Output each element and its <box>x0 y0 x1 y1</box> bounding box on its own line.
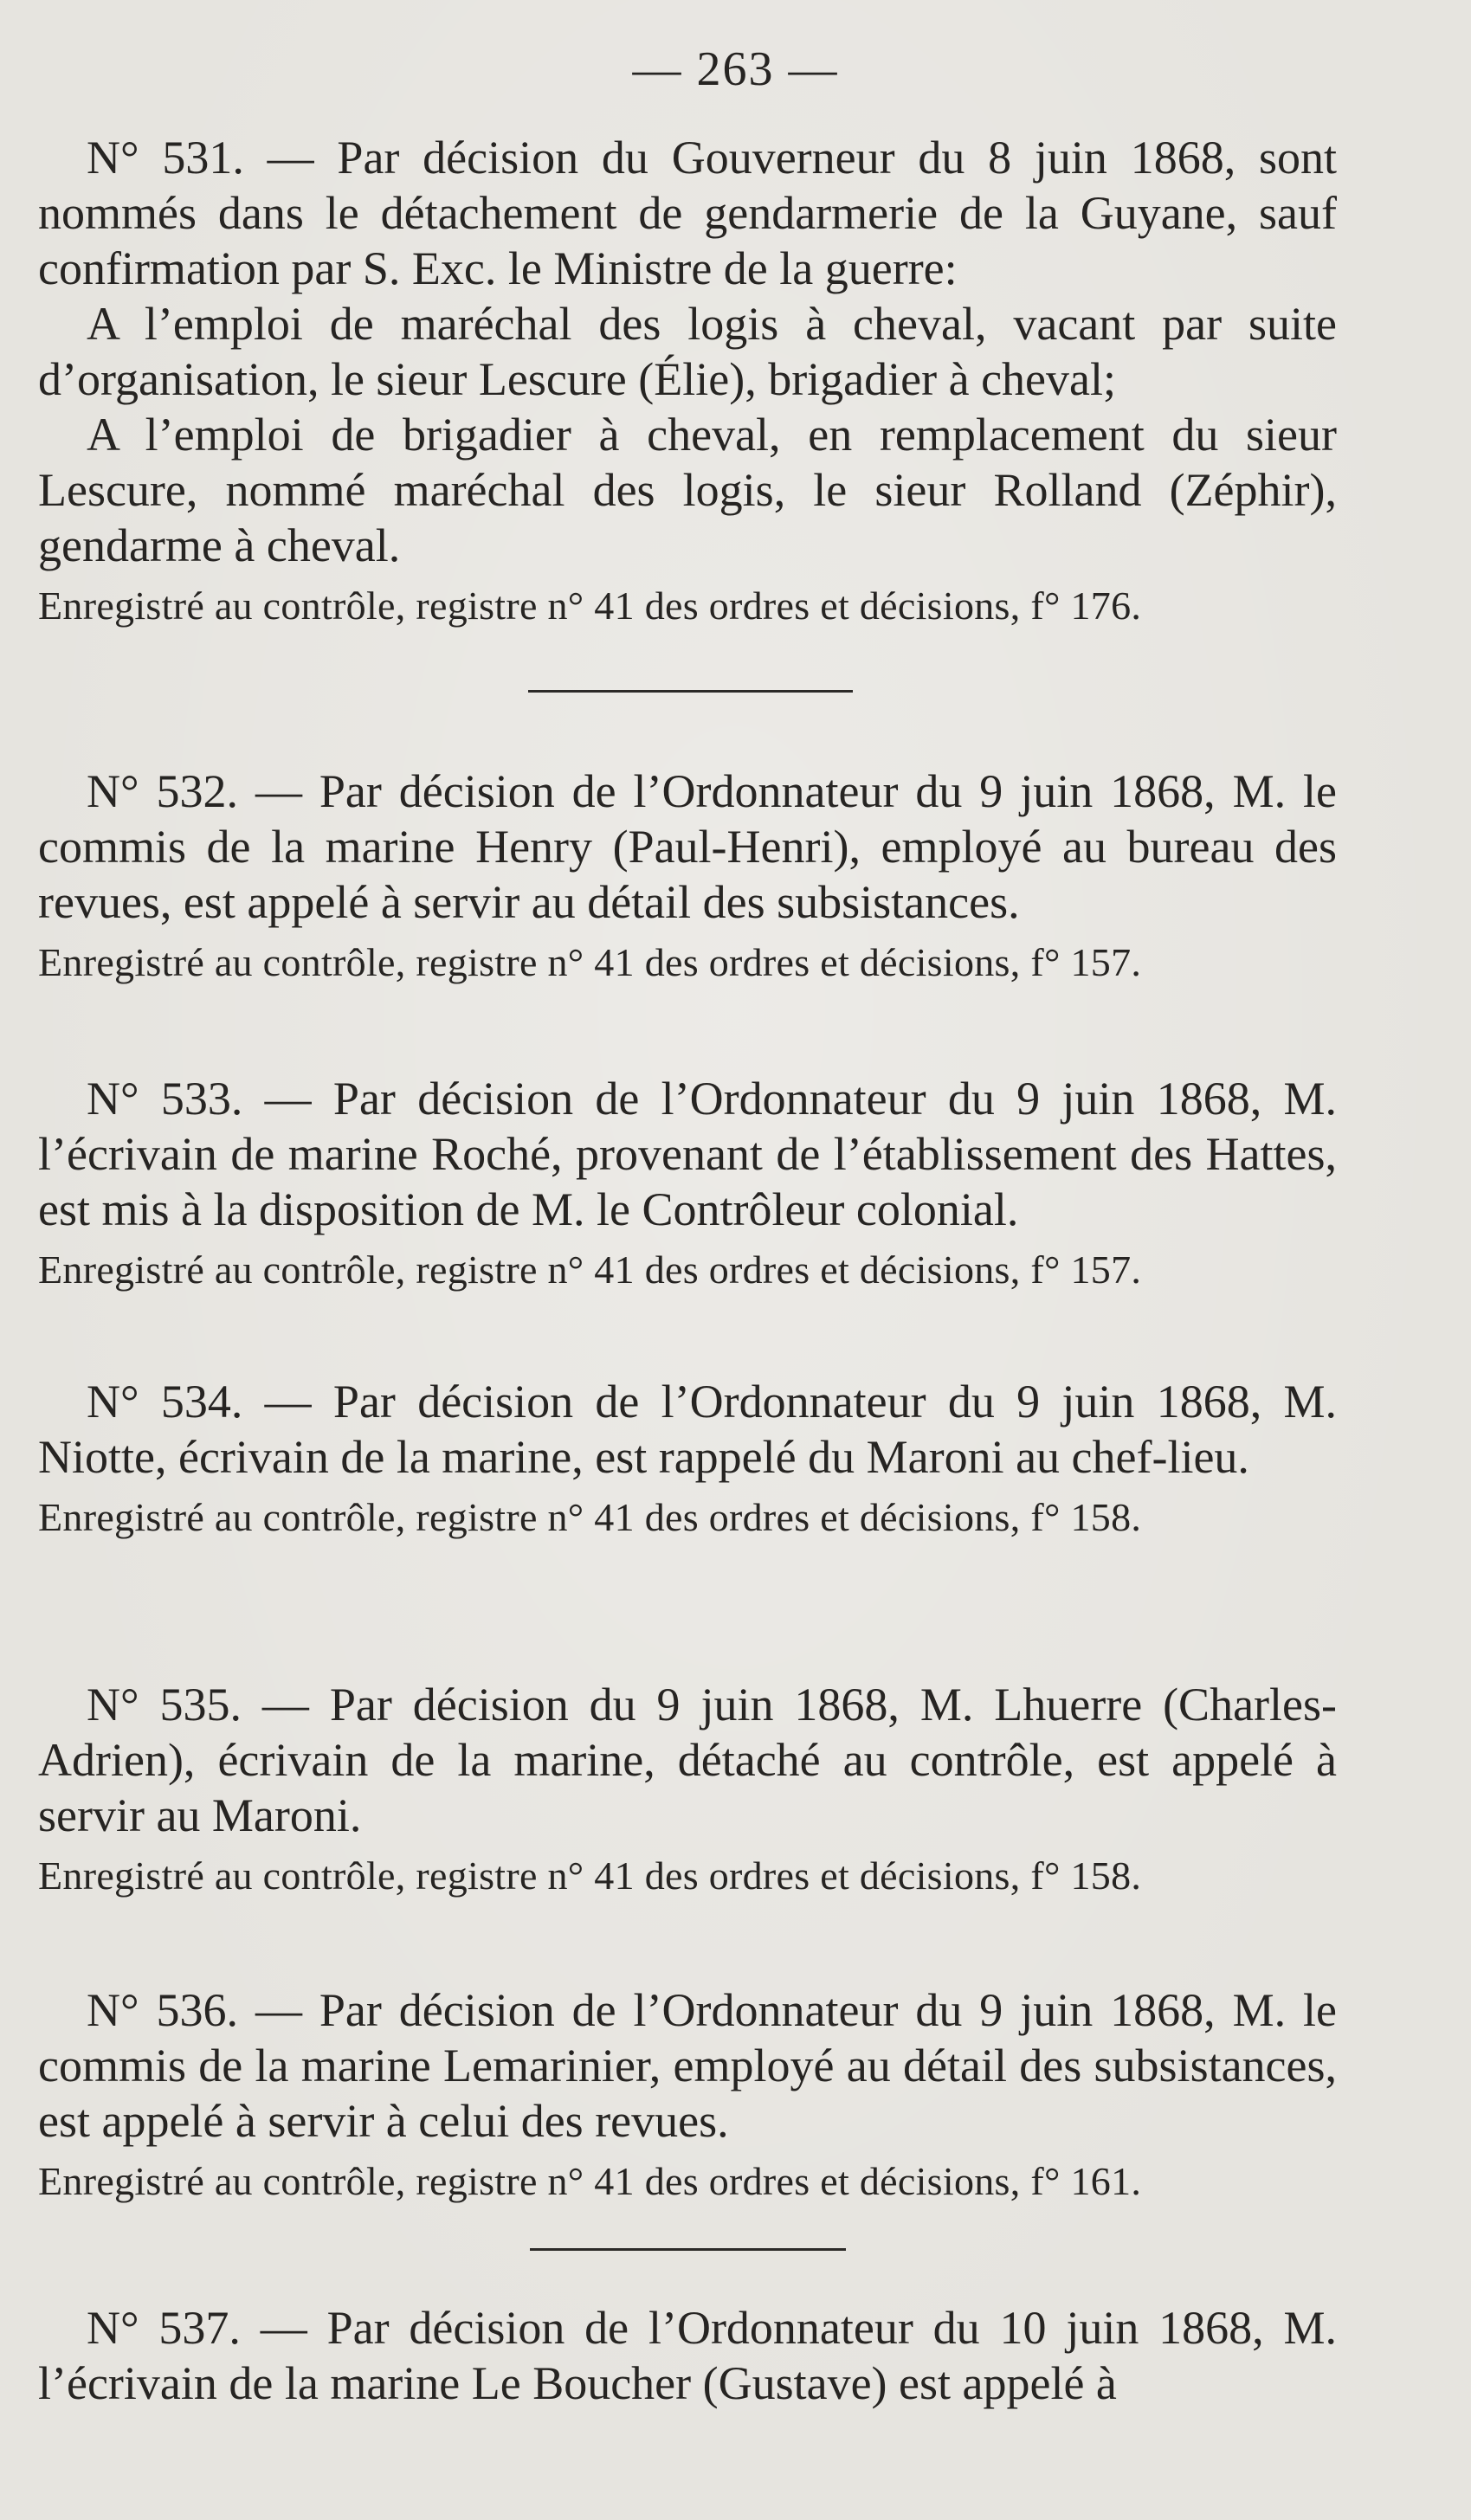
entry-paragraph: A l’emploi de brigadier à cheval, en remplacement du sieur Lescure, nommé maréchal des logis, le sieur Rolland (Zéphir), gendarme à cheval. <box>38 409 1337 571</box>
decision-entry-532 <box>38 764 1337 989</box>
entry-paragraph: A l’emploi de maréchal des logis à cheval, vacant par suite d’organisation, le sieur Lescure (Élie), brigadier à cheval; <box>38 298 1337 405</box>
entry-paragraph: N° 535. — Par décision du 9 juin 1868, M. Lhuerre (Charles-Adrien), écrivain de la marine, détaché au contrôle, est appelé à servir au Maroni. <box>38 1679 1337 1841</box>
register-note: Enregistré au contrôle, registre n° 41 des ordres et décisions, f° 176. <box>38 583 1142 628</box>
register-note: Enregistré au contrôle, registre n° 41 des ordres et décisions, f° 158. <box>38 1853 1142 1898</box>
decision-entry-531 <box>38 130 1337 632</box>
entry-paragraph: N° 532. — Par décision de l’Ordonnateur du 9 juin 1868, M. le commis de la marine Henry (Paul-Henri), employé au bureau des revues, est appelé à servir au détail des subsistances. <box>38 765 1337 928</box>
register-note: Enregistré au contrôle, registre n° 41 des ordres et décisions, f° 158. <box>38 1495 1142 1539</box>
decision-entry-537 <box>38 2300 1337 2411</box>
entry-paragraph: N° 536. — Par décision de l’Ordonnateur du 9 juin 1868, M. le commis de la marine Lemarinier, employé au détail des subsistances, est appelé à servir à celui des revues. <box>38 1984 1337 2147</box>
section-divider <box>530 2248 846 2251</box>
page-number: — 263 — <box>632 42 839 96</box>
decision-entry-534 <box>38 1374 1337 1544</box>
decision-entry-536 <box>38 1982 1337 2207</box>
entry-paragraph: N° 537. — Par décision de l’Ordonnateur du 10 juin 1868, M. l’écrivain de la marine Le Boucher (Gustave) est appelé à <box>38 2302 1337 2409</box>
section-divider <box>528 690 853 693</box>
register-note: Enregistré au contrôle, registre n° 41 des ordres et décisions, f° 157. <box>38 1247 1142 1292</box>
register-note: Enregistré au contrôle, registre n° 41 des ordres et décisions, f° 161. <box>38 2159 1142 2203</box>
decision-entry-535 <box>38 1677 1337 1902</box>
entry-paragraph: N° 531. — Par décision du Gouverneur du 8 juin 1868, sont nommés dans le détachement de gendarmerie de la Guyane, sauf confirmation par S. Exc. le Ministre de la guerre: <box>38 132 1337 294</box>
entry-paragraph: N° 534. — Par décision de l’Ordonnateur du 9 juin 1868, M. Niotte, écrivain de la marine, est rappelé du Maroni au chef-lieu. <box>38 1376 1337 1483</box>
decision-entry-533 <box>38 1071 1337 1296</box>
register-note: Enregistré au contrôle, registre n° 41 des ordres et décisions, f° 157. <box>38 940 1142 984</box>
entry-paragraph: N° 533. — Par décision de l’Ordonnateur du 9 juin 1868, M. l’écrivain de marine Roché, provenant de l’établissement des Hattes, est mis à la disposition de M. le Contrôleur colonial. <box>38 1073 1337 1235</box>
